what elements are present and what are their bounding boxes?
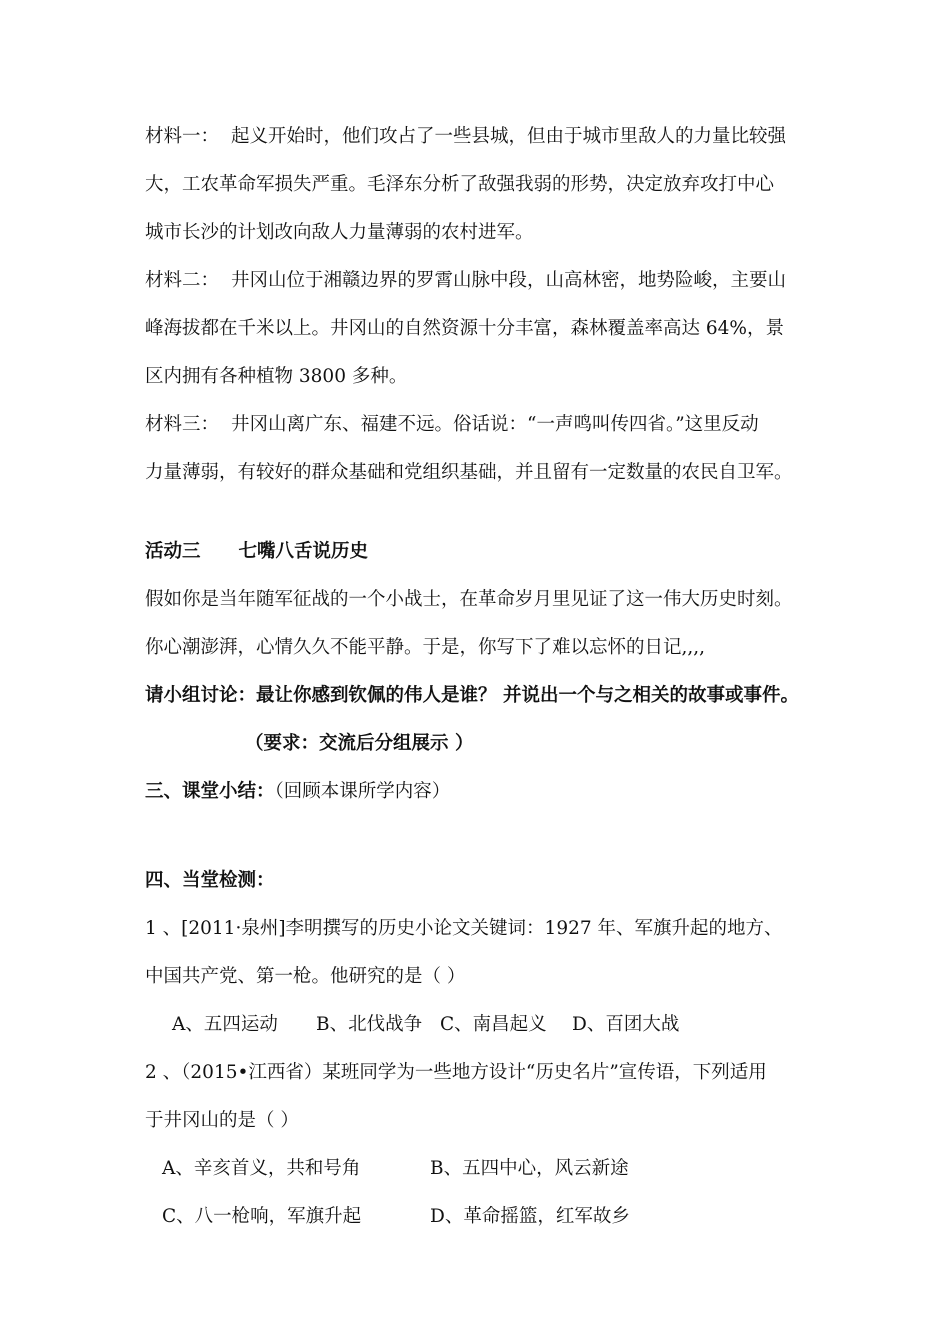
activity-3-line-2: 你心潮澎湃，心情久久不能平静。于是，你写下了难以忘怀的日记,,,, bbox=[145, 637, 706, 658]
material-2-line-1: 材料二： 井冈山位于湘赣边界的罗霄山脉中段，山高林密，地势险峻，主要山 bbox=[145, 270, 787, 291]
question-2-option-a: A、辛亥首义，共和号角 bbox=[162, 1158, 361, 1179]
summary-note: （回顾本课所学内容） bbox=[274, 781, 451, 802]
material-3-line-2: 力量薄弱，有较好的群众基础和党组织基础，并且留有一定数量的农民自卫军。 bbox=[145, 462, 793, 483]
question-2-option-d: D、革命摇篮，红军故乡 bbox=[430, 1206, 630, 1227]
question-2-line-2: 于井冈山的是（ ） bbox=[145, 1110, 299, 1131]
material-1-line-1: 材料一： 起义开始时，他们攻占了一些县城，但由于城市里敌人的力量比较强 bbox=[145, 126, 787, 147]
activity-3-line-1: 假如你是当年随军征战的一个小战士，在革命岁月里见证了这一伟大历史时刻。 bbox=[145, 589, 793, 610]
summary-heading: 三、课堂小结： bbox=[145, 781, 275, 802]
activity-3-heading bbox=[145, 540, 368, 564]
question-1-option-c: C、南昌起义 bbox=[440, 1014, 547, 1035]
question-2-options-row-2 bbox=[162, 1205, 630, 1229]
question-1-option-d: D、百团大战 bbox=[572, 1014, 680, 1035]
material-2-line-2: 峰海拔都在千米以上。井冈山的自然资源十分丰富，森林覆盖率高达 64%，景 bbox=[145, 318, 785, 339]
question-1-options bbox=[172, 1013, 679, 1037]
question-1-line-1: 1 、[2011·泉州]李明撰写的历史小论文关键词：1927 年、军旗升起的地方、 bbox=[145, 918, 783, 939]
material-3-line-1: 材料三： 井冈山离广东、福建不远。俗话说：“一声鸣叫传四省。”这里反动 bbox=[145, 414, 759, 435]
activity-3-title: 七嘴八舌说历史 bbox=[238, 541, 369, 562]
material-1-line-2: 大，工农革命军损失严重。毛泽东分析了敌强我弱的形势，决定放弃攻打中心 bbox=[145, 174, 775, 195]
activity-3-discussion: 请小组讨论：最让你感到钦佩的伟人是谁？ 并说出一个与之相关的故事或事件。 bbox=[145, 685, 799, 706]
question-1-line-2: 中国共产党、第一枪。他研究的是（ ） bbox=[145, 966, 466, 987]
summary-line bbox=[145, 780, 450, 804]
activity-3-requirement: （要求：交流后分组展示 ） bbox=[245, 733, 474, 754]
question-2-option-c: C、八一枪响，军旗升起 bbox=[162, 1206, 362, 1227]
question-1-option-b: B、北伐战争 bbox=[316, 1014, 423, 1035]
question-1-option-a: A、五四运动 bbox=[172, 1014, 278, 1035]
question-2-option-b: B、五四中心，风云新途 bbox=[430, 1158, 629, 1179]
material-1-line-3: 城市长沙的计划改向敌人力量薄弱的农村进军。 bbox=[145, 222, 534, 243]
test-heading: 四、当堂检测： bbox=[145, 870, 275, 891]
question-2-line-1: 2 、（2015•江西省）某班同学为一些地方设计“历史名片”宣传语，下列适用 bbox=[145, 1062, 767, 1083]
material-1-label: 材料一： bbox=[145, 126, 220, 147]
material-2-label: 材料二： bbox=[145, 270, 220, 291]
activity-3-label: 活动三 bbox=[145, 541, 201, 562]
material-2-line-3: 区内拥有各种植物 3800 多种。 bbox=[145, 366, 408, 387]
question-2-options-row-1 bbox=[162, 1157, 629, 1181]
material-3-label: 材料三： bbox=[145, 414, 220, 435]
